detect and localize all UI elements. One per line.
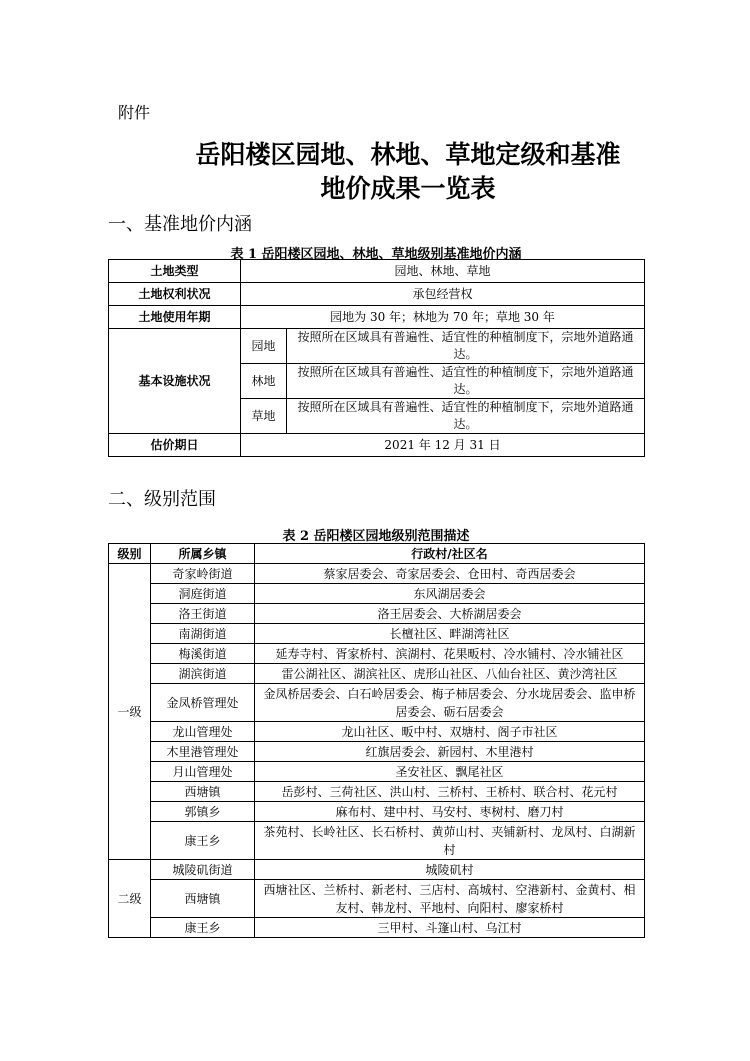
villages-cell: 城陵矶村 — [255, 860, 645, 880]
town-cell: 金凤桥管理处 — [151, 684, 255, 722]
section-heading-2: 二、级别范围 — [108, 489, 216, 510]
table2-caption: 表 2 岳阳楼区园地级别范围描述 — [282, 529, 470, 544]
villages-cell: 西塘社区、兰桥村、新老村、三店村、高城村、空港新村、金黄村、相友村、韩龙村、平地村、向阳村、廖家桥村 — [255, 880, 645, 918]
town-cell: 洞庭街道 — [151, 584, 255, 604]
town-cell: 西塘镇 — [151, 782, 255, 802]
header-level: 级别 — [109, 544, 151, 564]
table-row — [109, 644, 645, 664]
date-label: 估价期日 — [109, 434, 241, 457]
town-cell: 湖滨街道 — [151, 664, 255, 684]
table-row — [109, 762, 645, 782]
villages-cell: 茶苑村、长岭社区、长石桥村、黄茆山村、夹铺新村、龙凤村、白湖新村 — [255, 822, 645, 860]
town-cell: 梅溪街道 — [151, 644, 255, 664]
villages-cell: 洛王居委会、大桥湖居委会 — [255, 604, 645, 624]
villages-cell: 三甲村、斗篷山村、乌江村 — [255, 918, 645, 938]
infra-desc: 按照所在区域具有普遍性、适宜性的种植制度下，宗地外道路通达。 — [287, 364, 645, 399]
table-row — [109, 260, 645, 283]
table-row — [109, 822, 645, 860]
rights-value: 承包经营权 — [241, 283, 645, 306]
town-cell: 康王乡 — [151, 918, 255, 938]
town-cell: 郭镇乡 — [151, 802, 255, 822]
table-row — [109, 742, 645, 762]
table1 — [108, 259, 645, 457]
villages-cell: 岳彭村、三荷社区、洪山村、三桥村、王桥村、联合村、花元村 — [255, 782, 645, 802]
villages-cell: 圣安社区、飘尾社区 — [255, 762, 645, 782]
table-row — [109, 684, 645, 722]
villages-cell: 蔡家居委会、奇家居委会、仓田村、奇西居委会 — [255, 564, 645, 584]
table-row — [109, 722, 645, 742]
table-row — [109, 283, 645, 306]
town-cell: 木里港管理处 — [151, 742, 255, 762]
infra-label: 基本设施状况 — [109, 329, 241, 434]
infra-type: 园地 — [241, 329, 287, 364]
town-cell: 月山管理处 — [151, 762, 255, 782]
villages-cell: 东风湖居委会 — [255, 584, 645, 604]
table-row — [109, 584, 645, 604]
villages-cell: 延寿寺村、胥家桥村、滨湖村、花果畈村、冷水铺村、冷水铺社区 — [255, 644, 645, 664]
town-cell: 西塘镇 — [151, 880, 255, 918]
table-row — [109, 624, 645, 644]
table-header-row — [109, 544, 645, 564]
table-row — [109, 306, 645, 329]
land-type-value: 园地、林地、草地 — [241, 260, 645, 283]
infra-type: 林地 — [241, 364, 287, 399]
town-cell: 康王乡 — [151, 822, 255, 860]
years-value: 园地为 30 年；林地为 70 年；草地 30 年 — [241, 306, 645, 329]
table-row — [109, 782, 645, 802]
land-type-label: 土地类型 — [109, 260, 241, 283]
table-row — [109, 860, 645, 880]
villages-cell: 金凤桥居委会、白石岭居委会、梅子柿居委会、分水垅居委会、监申桥居委会、砺石居委会 — [255, 684, 645, 722]
villages-cell: 长檀社区、畔湖湾社区 — [255, 624, 645, 644]
town-cell: 南湖街道 — [151, 624, 255, 644]
table-row — [109, 329, 645, 364]
table-row — [109, 802, 645, 822]
years-label: 土地使用年期 — [109, 306, 241, 329]
town-cell: 奇家岭街道 — [151, 564, 255, 584]
town-cell: 城陵矶街道 — [151, 860, 255, 880]
table-row — [109, 604, 645, 624]
town-cell: 龙山管理处 — [151, 722, 255, 742]
town-cell: 洛王街道 — [151, 604, 255, 624]
section-heading-1: 一、基准地价内涵 — [108, 214, 252, 235]
document-title-line1: 岳阳楼区园地、林地、草地定级和基准 — [195, 140, 621, 169]
villages-cell: 龙山社区、畈中村、双塘村、阁子市社区 — [255, 722, 645, 742]
villages-cell: 雷公湖社区、湖滨社区、虎形山社区、八仙台社区、黄沙湾社区 — [255, 664, 645, 684]
level-cell: 二级 — [109, 860, 151, 938]
document-title-line2: 地价成果一览表 — [320, 174, 496, 203]
villages-cell: 红旗居委会、新园村、木里港村 — [255, 742, 645, 762]
table-row — [109, 434, 645, 457]
infra-type: 草地 — [241, 399, 287, 434]
date-value: 2021 年 12 月 31 日 — [241, 434, 645, 457]
header-town: 所属乡镇 — [151, 544, 255, 564]
table1-caption: 表 1 岳阳楼区园地、林地、草地级别基准地价内涵 — [230, 247, 522, 262]
table-row — [109, 564, 645, 584]
table-row — [109, 664, 645, 684]
table-row — [109, 918, 645, 938]
rights-label: 土地权利状况 — [109, 283, 241, 306]
infra-desc: 按照所在区域具有普遍性、适宜性的种植制度下，宗地外道路通达。 — [287, 399, 645, 434]
villages-cell: 麻布村、建中村、马安村、枣树村、磨刀村 — [255, 802, 645, 822]
attachment-label: 附件 — [118, 103, 151, 122]
table2 — [108, 543, 645, 938]
infra-desc: 按照所在区域具有普遍性、适宜性的种植制度下，宗地外道路通达。 — [287, 329, 645, 364]
level-cell: 一级 — [109, 564, 151, 860]
table-row — [109, 880, 645, 918]
header-villages: 行政村/社区名 — [255, 544, 645, 564]
